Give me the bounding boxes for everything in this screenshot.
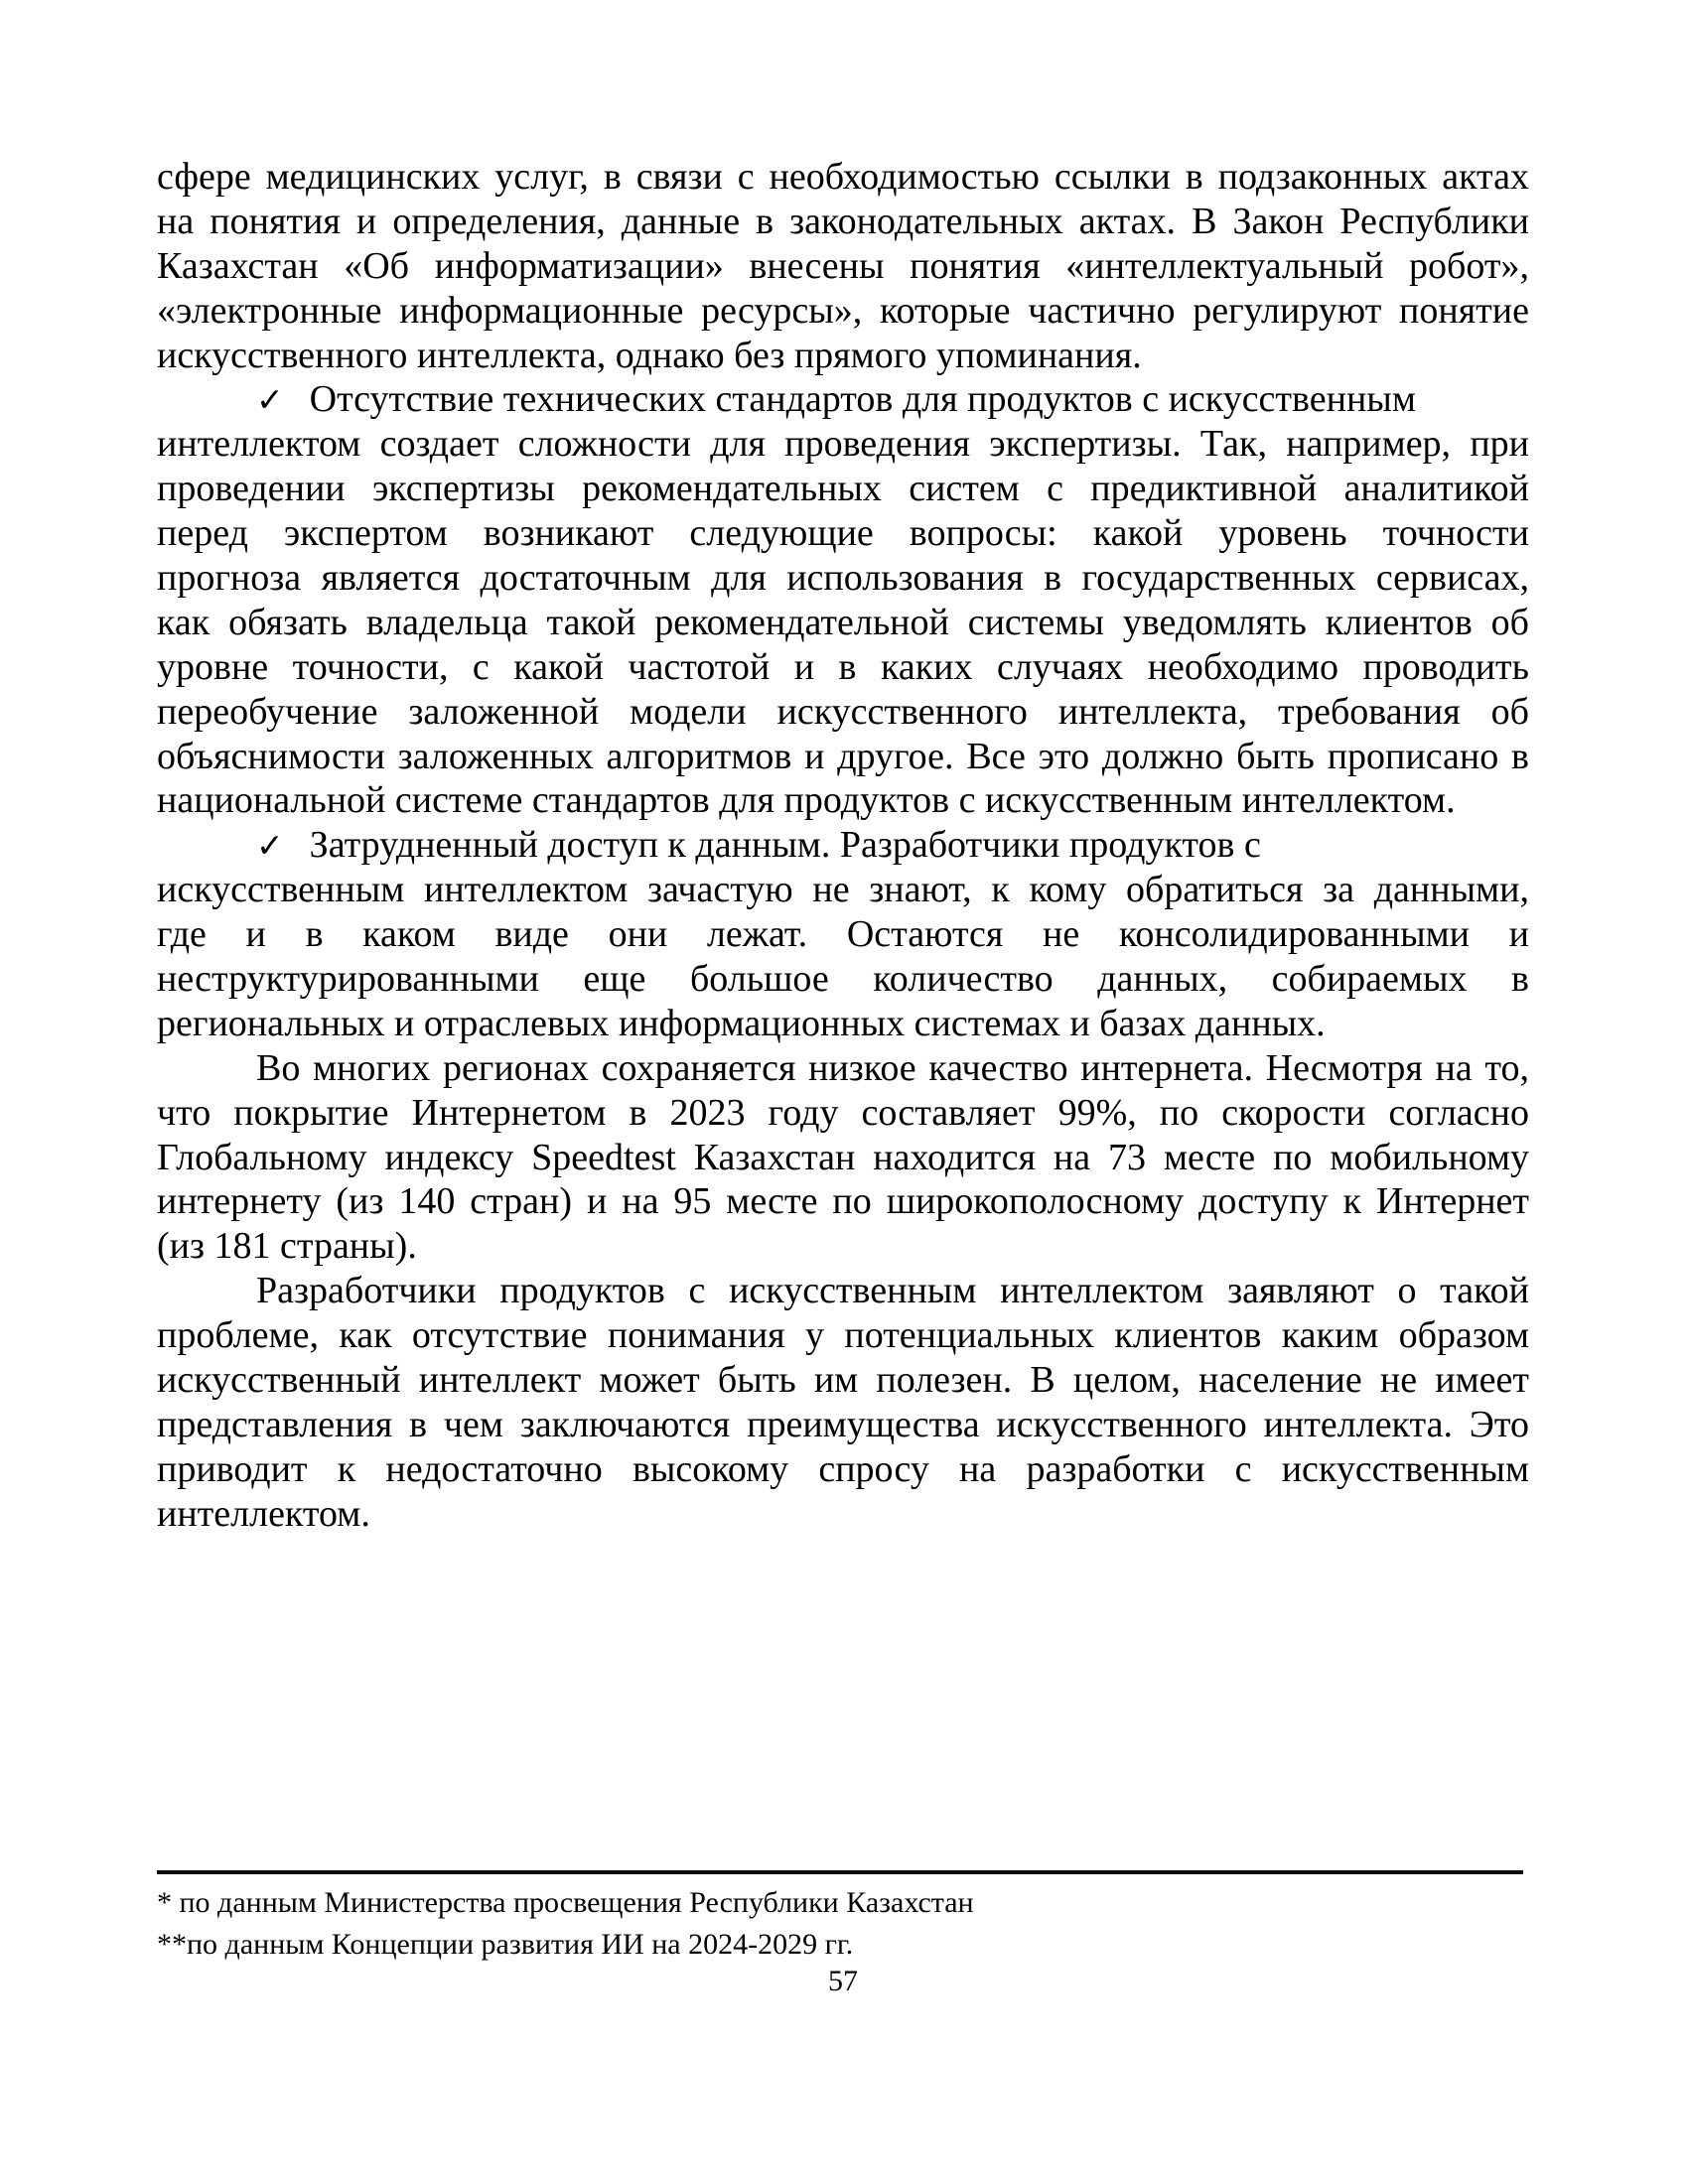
body-text-line: на понятия и определения, данные в законодательных актах. В Закон Республики: [157, 200, 1529, 242]
body-text-line: региональных и отраслевых информационных системах и базах данных.: [157, 1002, 1326, 1044]
body-text-line: уровне точности, с какой частотой и в каких случаях необходимо проводить: [157, 645, 1529, 688]
footnotes-block: [157, 1882, 1529, 1966]
checkmark-bullet-icon: ✓: [256, 380, 284, 420]
body-text-line: проведении экспертизы рекомендательных систем с предиктивной аналитикой: [157, 468, 1529, 510]
body-text-line: национальной системе стандартов для продуктов с искусственным интеллектом.: [157, 779, 1456, 822]
body-text-line: прогноза является достаточным для использования в государственных сервисах,: [157, 557, 1529, 600]
body-text-line: Казахстан «Об информатизации» внесены понятия «интеллектуальный робот»,: [157, 244, 1529, 287]
body-text-line: Во многих регионах сохраняется низкое качество интернета. Несмотря на то,: [256, 1046, 1529, 1089]
body-text-line: перед экспертом возникают следующие вопросы: какой уровень точности: [157, 512, 1529, 555]
body-text-line-text: Отсутствие технических стандартов для продуктов с искусственным: [309, 378, 1416, 421]
body-text-line: искусственным интеллектом зачастую не знают, к кому обратиться за данными,: [157, 869, 1529, 911]
body-text-line: сфере медицинских услуг, в связи с необходимостью ссылки в подзаконных актах: [157, 156, 1529, 198]
body-text-line: искусственного интеллекта, однако без прямого упоминания.: [157, 334, 1142, 376]
body-text-line: что покрытие Интернетом в 2023 году составляет 99%, по скорости согласно: [157, 1091, 1529, 1134]
body-text-block: [157, 155, 1529, 1537]
body-text-line: [157, 377, 1529, 422]
body-text-line: представления в чем заключаются преимущества искусственного интеллекта. Это: [157, 1403, 1529, 1445]
body-text-line: (из 181 страны).: [157, 1225, 417, 1268]
body-text-line: проблеме, как отсутствие понимания у потенциальных клиентов каким образом: [157, 1314, 1529, 1357]
footnote-separator-rule: [157, 1870, 1523, 1874]
footnote-line: * по данным Министерства просвещения Республики Казахстан: [157, 1886, 974, 1919]
body-text-line: где и в каком виде они лежат. Остаются не консолидированными и: [157, 913, 1529, 956]
body-text-line: Разработчики продуктов с искусственным интеллектом заявляют о такой: [256, 1270, 1529, 1312]
body-text-line: неструктурированными еще большое количество данных, собираемых в: [157, 958, 1529, 1001]
body-text-line: «электронные информационные ресурсы», которые частично регулируют понятие: [157, 289, 1529, 332]
body-text-line: интеллектом.: [157, 1492, 370, 1535]
body-text-line-text: Затрудненный доступ к данным. Разработчики продуктов с: [309, 824, 1261, 867]
body-text-line: [157, 823, 1529, 868]
footnote-line: **по данным Концепции развития ИИ на 2024-2029 гг.: [157, 1928, 854, 1961]
checkmark-bullet-icon: ✓: [256, 826, 284, 866]
body-text-line: интеллектом создает сложности для проведения экспертизы. Так, например, при: [157, 423, 1529, 466]
page-number: 57: [828, 1965, 858, 1997]
body-text-line: переобучение заложенной модели искусственного интеллекта, требования об: [157, 690, 1529, 733]
body-text-line: приводит к недостаточно высокому спросу на разработки с искусственным: [157, 1447, 1529, 1490]
body-text-line: интернету (из 140 стран) и на 95 месте по широкополосному доступу к Интернет: [157, 1180, 1529, 1223]
body-text-line: как обязать владельца такой рекомендательной системы уведомлять клиентов об: [157, 601, 1529, 643]
body-text-line: объяснимости заложенных алгоритмов и другое. Все это должно быть прописано в: [157, 735, 1529, 777]
body-text-line: искусственный интеллект может быть им полезен. В целом, население не имеет: [157, 1359, 1529, 1402]
body-text-line: Глобальному индексу Speedtest Казахстан находится на 73 месте по мобильному: [157, 1136, 1529, 1178]
